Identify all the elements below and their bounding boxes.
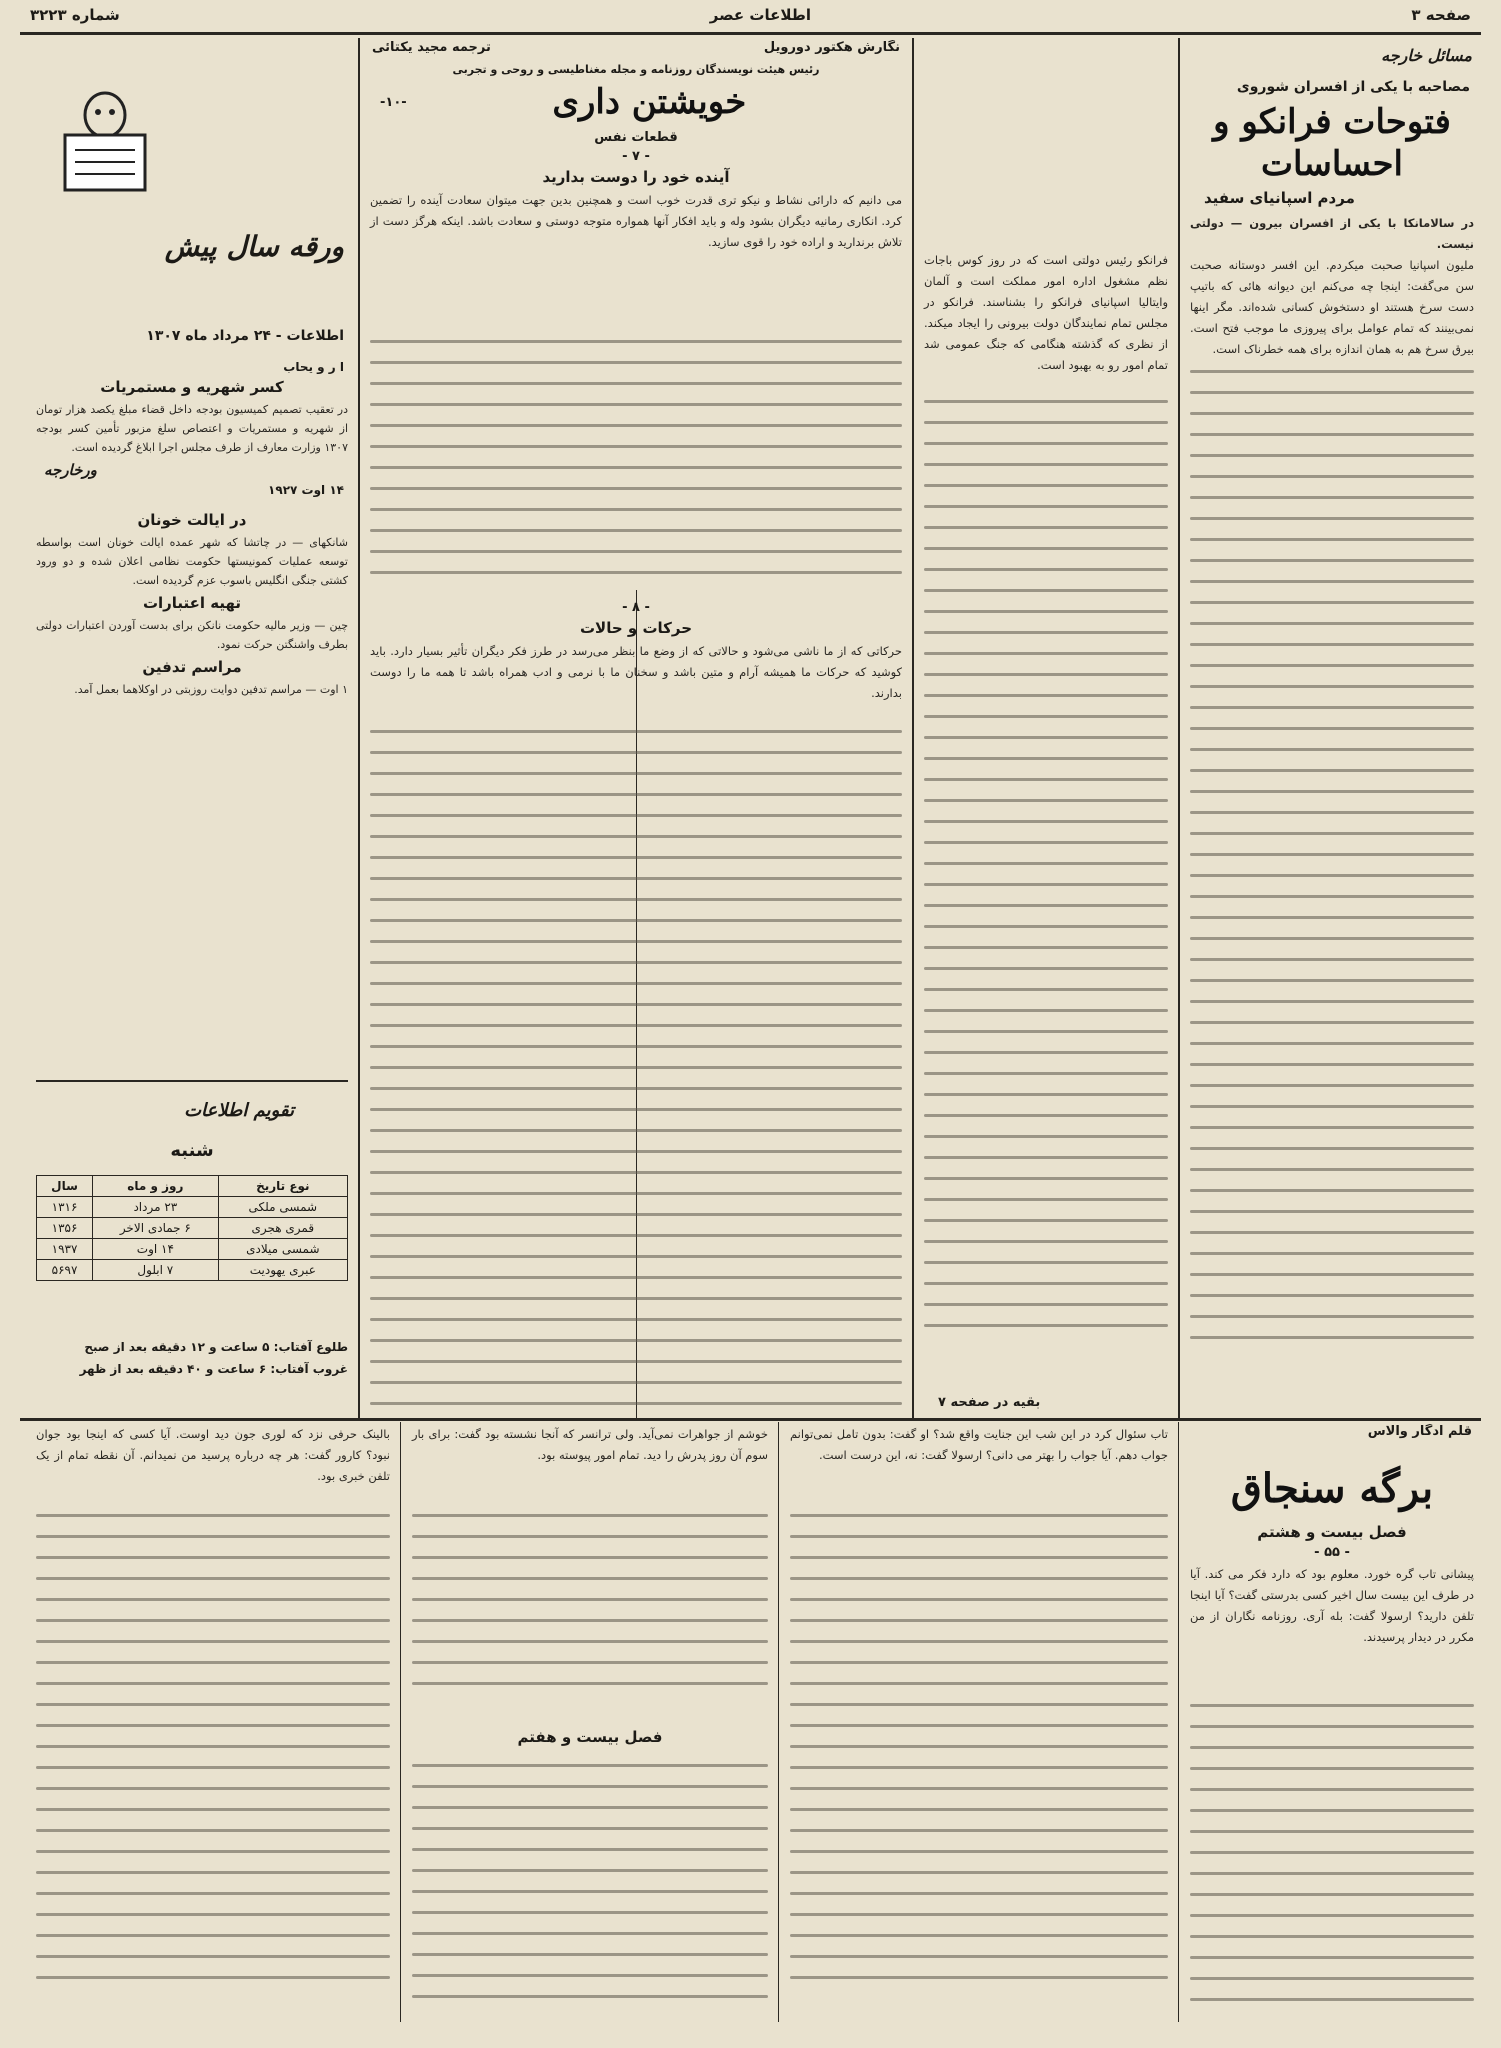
table-cell: ۱۴ اوت: [93, 1239, 219, 1260]
serial-column-2: [784, 1424, 1174, 2024]
text-lines: [370, 730, 902, 1416]
serial-body: پیشانی تاب گره خورد. معلوم بود که دارد فکر می کند. آیا در طرف این بیست سال اخیر کسی بدرستی گفت؟ آیا اینجا تلفن دارید؟ ارسولا گفت: بله آری. روزنامه نگاران از من مکرر در دیدار پرسیدند.: [1190, 1567, 1474, 1644]
issue-number: شماره ۳۲۲۳: [30, 6, 120, 24]
section-label: ورخارجه: [44, 461, 97, 479]
divider: [36, 1080, 348, 1082]
chapter-title-2: فصل بیست و هفتم: [517, 1728, 663, 1746]
table-cell: ۶ جمادی الاخر: [93, 1218, 219, 1239]
subhead-1: آینده خود را دوست بدارید: [542, 168, 730, 186]
body-1: می دانیم که دارائی نشاط و نیکو تری قدرت خوب است و همچنین بدین جهت میتوان سعادت آینده را تضمین کرد. انکاری رمانیه دیگران بشود وله و باید افکار آنها همواره متوجه دوستی و سعادت باشد. اینکه هرگز دست از تلاش برندارید و اراده خود را قوی سازید.: [370, 193, 902, 249]
text-lines: [412, 1764, 768, 2016]
section-label: ا ر و یحاب: [283, 360, 344, 374]
intro: در سالامانکا با یکی از افسران بیرون — دولتی نیست.: [1190, 216, 1474, 251]
subhead-2-number: - ۸ -: [622, 600, 650, 615]
text-lines: [370, 340, 902, 600]
column-rule: [400, 1422, 401, 2022]
serial-body: بالینک حرفی نزد که لوری جون دید اوست. آیا کسی که اینجا بود جوان نبود؟ کارور گفت: هر چه درباره پرسید من نمیدانم. آن نقطه تمام از یک تلفن خبری بود.: [36, 1427, 390, 1483]
item-title: مراسم تدفین: [142, 658, 242, 676]
weekday: شنبه: [170, 1140, 214, 1161]
author-note: رئیس هیئت نویسندگان روزنامه و مجله مغناطیسی و روحی و تجربی: [452, 63, 820, 76]
subhead-2: حرکات و حالات: [579, 619, 693, 637]
table-row: [37, 1197, 348, 1218]
table-header: نوع تاریخ: [218, 1176, 347, 1197]
serial-column-1: [1184, 1424, 1480, 2024]
text-lines: [1190, 370, 1474, 1357]
table-row: [37, 1260, 348, 1281]
text-lines: [924, 400, 1168, 1345]
table-row: [37, 1239, 348, 1260]
item-title: تهیه اعتبارات: [142, 594, 242, 612]
calendar-title: تقویم اطلاعات: [184, 1100, 294, 1121]
headline: فتوحات فرانکو و احساسات: [1213, 102, 1451, 184]
newspaper-name: اطلاعات عصر: [709, 6, 811, 24]
section-title: قطعات نفس: [594, 130, 678, 145]
table-cell: شمسی ملکی: [218, 1197, 347, 1218]
translator: ترجمه مجید یکتائی: [372, 40, 491, 55]
body-2: حرکاتی که از ما ناشی می‌شود و حالاتی که از وضع ما بنظر می‌رسد در طرز فکر دیگران تأثیر بسیار دارد. باید کوشید که حرکات ما همیشه آرام و متین باشد و سخنان ما با نرمی و ادب همراه باشد تا همه ما را دوست بدارند.: [370, 644, 902, 700]
continued-label: بقیه در صفحه ۷: [938, 1395, 1041, 1410]
column-rule: [1178, 1422, 1179, 2022]
serial-body: خوشم از جواهرات نمی‌آید. ولی ترانسر که آنجا نشسته بود گفت: برای بار سوم آن روز پدرش را دید. تمام امور پیوسته بود.: [412, 1427, 768, 1462]
table-header: روز و ماه: [93, 1176, 219, 1197]
table-cell: ۱۹۳۷: [37, 1239, 93, 1260]
table-cell: ۲۳ مرداد: [93, 1197, 219, 1218]
interview-label: مصاحبه با یکی از افسران شوروی: [1236, 79, 1470, 95]
column-rule: [358, 38, 360, 1418]
chapter-number: - ۵۵ -: [1314, 1545, 1350, 1560]
article-self-control: [364, 40, 908, 1416]
section-number: - ۷ -: [622, 149, 650, 164]
sunset: غروب آفتاب: ۶ ساعت و ۴۰ دقیقه بعد از ظهر: [79, 1362, 348, 1376]
text-lines: [412, 1514, 768, 1714]
calendar-table: [36, 1175, 348, 1281]
table-cell: قمری هجری: [218, 1218, 347, 1239]
text-lines: [790, 1514, 1168, 1997]
item-body: ۱ اوت — مراسم تدفین دوایت روزبتی در اوکلاهما بعمل آمد.: [74, 683, 348, 696]
serial-title: برگه سنجاق: [1230, 1465, 1434, 1512]
part-number: -۱۰-: [380, 94, 407, 110]
date-line: اطلاعات - ۲۴ مرداد ماه ۱۳۰۷: [146, 328, 344, 344]
serial-rule: [20, 1418, 1481, 1421]
article-franco-continued: [918, 250, 1174, 1416]
sunrise: طلوع آفتاب: ۵ ساعت و ۱۲ دقیقه بعد از صبح: [84, 1340, 348, 1354]
item-body: چین — وزیر مالیه حکومت نانکن برای بدست آوردن اعتبارات دولتی بطرف واشنگتن حرکت نمود.: [36, 619, 348, 651]
item-title: در ایالت خونان: [137, 511, 247, 529]
item-body: در تعقیب تصمیم کمیسیون بودجه داخل قضاء مبلغ یکصد هزار تومان از شهریه و مستمریات و اعتصاص سلغ مزبور تأمین کسر بودجه ۱۳۰۷ وزارت معارف از طرف مجلس اجرا ابلاغ گردیده است.: [36, 403, 348, 454]
text-lines: [1190, 1704, 1474, 2019]
kicker: مسائل خارجه: [1381, 46, 1472, 65]
table-cell: عبری یهودیت: [218, 1260, 347, 1281]
column-title: ورقه سال پیش: [164, 230, 344, 263]
serial-column-4: [30, 1424, 396, 2024]
serial-body: تاب سئوال کرد در این شب این جنایت واقع شد؟ او گفت: بدون تامل نمی‌توانم جواب دهم. آیا جواب را بهتر می دانی؟ ارسولا گفت: نه، این درست است.: [790, 1427, 1168, 1462]
chapter-title: فصل بیست و هشتم: [1257, 1523, 1407, 1541]
header-rule: [20, 32, 1481, 35]
text-lines: [36, 1514, 390, 1997]
byline: نگارش هکتور دورویل: [763, 40, 900, 55]
table-row: [37, 1218, 348, 1239]
item-title: کسر شهریه و مستمریات: [100, 378, 284, 396]
table-cell: شمسی میلادی: [218, 1239, 347, 1260]
column-rule: [1178, 38, 1180, 1418]
item-date: ۱۴ اوت ۱۹۲۷: [268, 483, 344, 497]
year-ago-column: [30, 40, 354, 1416]
page-label: صفحه ۳: [1411, 6, 1471, 24]
table-cell: ۷ ابلول: [93, 1260, 219, 1281]
column-rule: [778, 1422, 779, 2022]
column-rule: [912, 38, 914, 1418]
item-body: شانکهای — در چاتشا که شهر عمده ایالت خونان است بواسطه توسعه عملیات کمونیستها حکومت نظامی اعلان شده و دو ورود کشتی جنگی انگلیس باسوب عزم گردیده است.: [36, 536, 348, 587]
table-header: سال: [37, 1176, 93, 1197]
serial-author: قلم ادگار والاس: [1367, 1424, 1472, 1439]
reader-cartoon-icon: [50, 80, 160, 200]
article-body: ملیون اسپانیا صحبت میکردم. این افسر دوستانه صحبت سن می‌گفت: اینجا چه می‌کنم این دیوانه هائی که باتیپ دست سرخ هستند او دستخوش کسانی شده‌اند. مگر اینها نمی‌بینند که تمام عوامل برای پیروزی ما موجب فتح است. بیرق سرخ هم به همان اندازه برای همه خطرناک است.: [1190, 258, 1474, 356]
serial-column-3: [406, 1424, 774, 2024]
table-cell: ۵۶۹۷: [37, 1260, 93, 1281]
subhead: مردم اسپانیای سفید: [1204, 189, 1355, 207]
headline: خویشتن داری: [552, 82, 747, 122]
table-cell: ۱۳۱۶: [37, 1197, 93, 1218]
article-body: فرانکو رئیس دولتی است که در روز کوس باجات نظم مشغول اداره امور مملکت است و آلمان وایتالیا اسپانیای فرانکو را بشناسند. فرانکو در مجلس تمام نمایندگان دولت بیرونی را ایجاد میکند. از نظری که گذشته هنگامی که جنگ عمومی شد تمام امور رو به بهبود است.: [924, 253, 1168, 372]
table-cell: ۱۳۵۶: [37, 1218, 93, 1239]
article-franco: [1184, 40, 1480, 1416]
